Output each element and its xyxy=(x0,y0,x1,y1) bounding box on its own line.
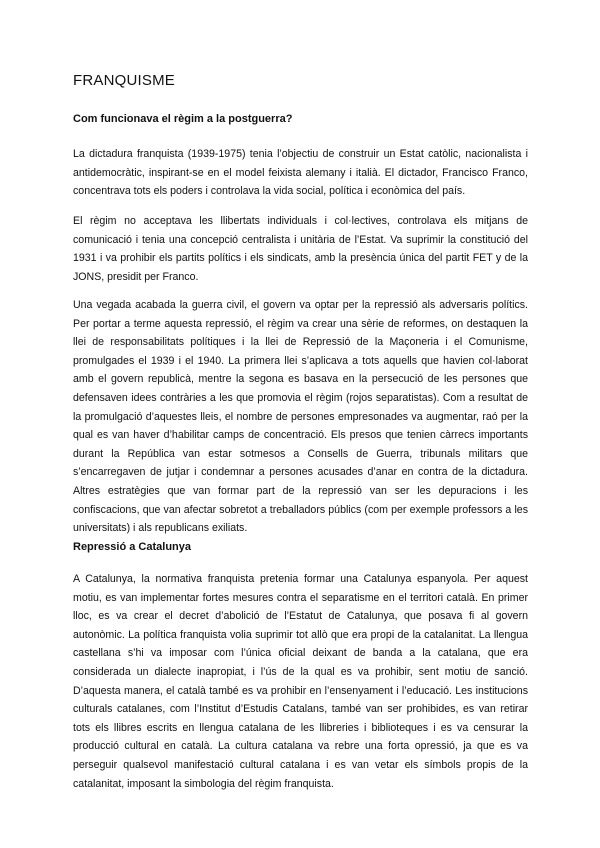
document-title: FRANQUISME xyxy=(73,72,176,89)
paragraph-regim: El règim no acceptava les llibertats individuals i col·lectives, controlava els mitjans de comunicació i tenia una concepció centralista i unitària de l’Estat. Va suprimir la constitució del 1931 i va prohibir els partits polítics i els sindicats, amb la presència única del partit FET y de la JONS, presidit per Franco. xyxy=(73,215,528,283)
paragraph-repressio: Una vegada acabada la guerra civil, el govern va optar per la repressió als adversaris polítics. Per portar a terme aquesta repressió, el règim va crear una sèrie de reformes, on destaquen la llei de responsabilitats polítiques i la llei de Repressió de la Maçoneria i el Comunisme, promulgades el 1939 i el 1940. La primera llei s’aplicava a tots aquells que havien col·laborat amb el govern republicà, mentre la segona es basava en la persecució de les persones que defensaven idees contràries a les que promovia el règim (rojos separatistas). Com a resultat de la promulgació d’aquestes lleis, el nombre de persones empresonades va augmentar, raó per la qual es van haver d’habilitar camps de concentració. Els presos que tenien càrrecs importants durant la República van estar sotmesos a Consells de Guerra, tribunals militars que s’encarregaven de jutjar i condemnar a persones acusades d’anar en contra de la dictadura. Altres estratègies que van formar part de la repressió van ser les depuracions i les confiscacions, que van afectar sobretot a treballadors públics (com per exemple professors a les universitats) i als republicans exiliats. xyxy=(73,299,528,535)
paragraph-dictadura: La dictadura franquista (1939-1975) tenia l’objectiu de construir un Estat catòlic, nacionalista i antidemocràtic, inspirant-se en el model feixista alemany i italià. El dictador, Francisco Franco, concentrava tots els poders i controlava la vida social, política i econòmica del país. xyxy=(73,148,528,198)
paragraph-catalunya: A Catalunya, la normativa franquista pretenia formar una Catalunya espanyola. Per aquest motiu, es van implementar fortes mesures contra el separatisme en el territori català. En primer lloc, es va crear el decret d’abolició de l’Estatut de Catalunya, que posava fi al govern autonòmic. La política franquista volia suprimir tot allò que era propi de la catalanitat. La llengua castellana s’hi va imposar com l’única oficial deixant de banda a la catalana, que era considerada un dialecte inapropiat, i l’ús de la qual es va prohibir, sent motiu de sanció. D’aquesta manera, el català també es va prohibir en l’ensenyament i l’educació. Les institucions culturals catalanes, com l’Institut d’Estudis Catalans, també van ser prohibides, es van retirar tots els llibres escrits en llengua catalana de les llibreries i biblioteques i es va censurar la producció cultural en català. La cultura catalana va rebre una forta opressió, ja que es va perseguir qualsevol manifestació cultural catalana i es van vetar els símbols propis de la catalanitat, imposant la simbologia del règim franquista. xyxy=(73,573,528,790)
section-heading-postwar: Com funcionava el règim a la postguerra? xyxy=(73,113,293,125)
section-heading-catalunya: Repressió a Catalunya xyxy=(73,541,191,553)
